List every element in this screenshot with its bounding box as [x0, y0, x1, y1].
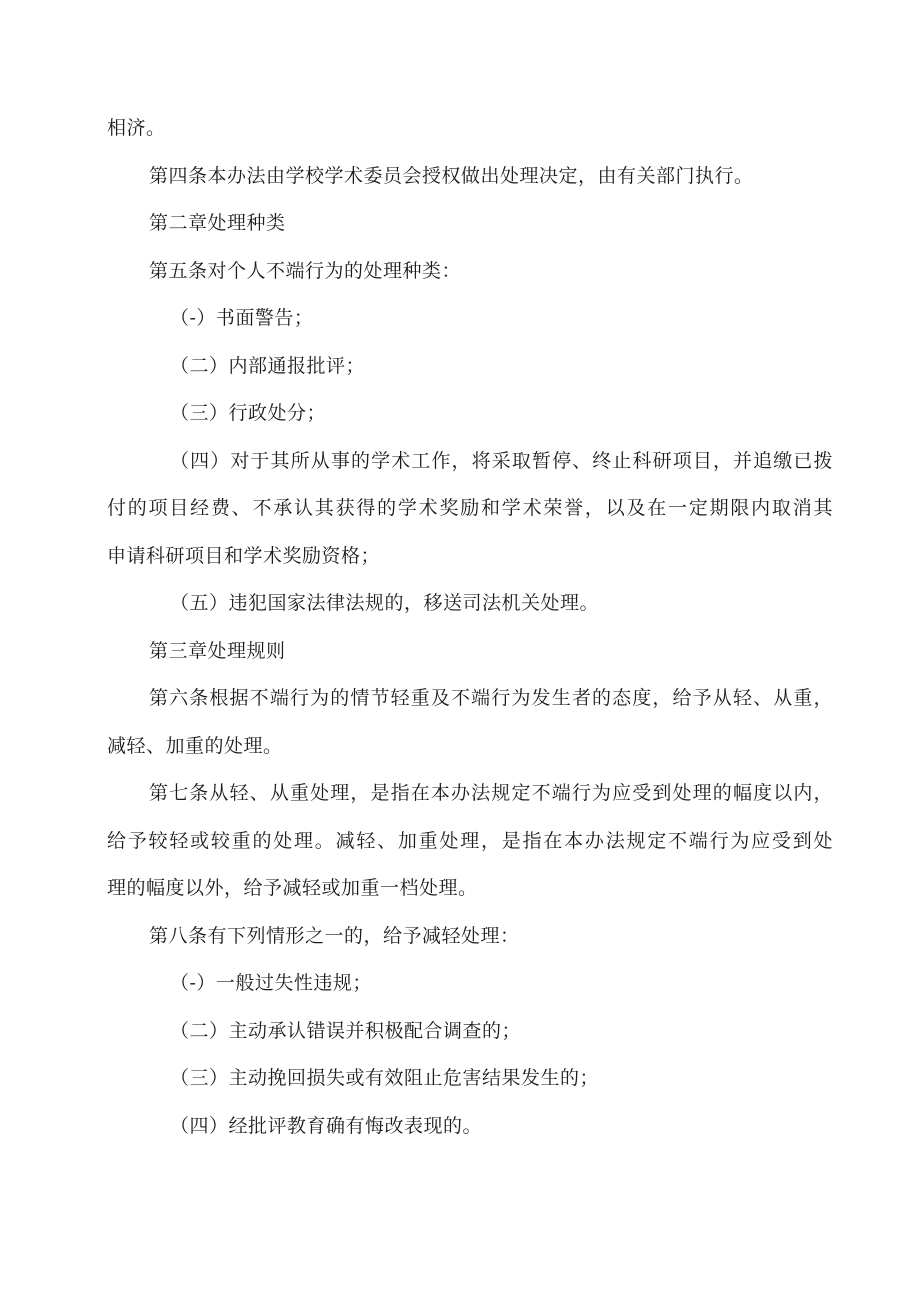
article-5: 第五条对个人不端行为的处理种类：: [149, 259, 462, 282]
list-item: （四）经批评教育确有悔改表现的。: [170, 1114, 483, 1137]
list-item: （-）一般过失性违规；: [170, 972, 372, 994]
article-8: 第八条有下列情形之一的，给予减轻处理：: [149, 924, 520, 947]
document-body: [107, 105, 833, 1150]
list-item: （三）主动挽回损失或有效阻止危害结果发生的；: [170, 1067, 600, 1089]
list-item: （五）违犯国家法律法规的，移送司法机关处理。: [170, 592, 600, 614]
chapter-2-heading: 第二章处理种类: [149, 212, 286, 234]
list-item: （四）对于其所从事的学术工作，将采取暂停、终止科研项目，并追缴已拨: [170, 449, 833, 472]
chapter-3-heading: 第三章处理规则: [149, 639, 286, 662]
text-line: 给予较轻或较重的处理。减轻、加重处理，是指在本办法规定不端行为应受到处: [107, 829, 833, 852]
text-line: 相济。: [107, 117, 166, 139]
list-item: （二）内部通报批评；: [170, 354, 366, 377]
text-line: 减轻、加重的处理。: [107, 734, 283, 757]
article-4: 第四条本办法由学校学术委员会授权做出处理决定，由有关部门执行。: [149, 164, 754, 187]
list-item: （三）行政处分；: [170, 402, 327, 424]
text-line: 申请科研项目和学术奖励资格；: [107, 544, 381, 567]
list-item: （-）书面警告；: [170, 307, 314, 329]
article-6: 第六条根据不端行为的情节轻重及不端行为发生者的态度，给予从轻、从重，: [149, 687, 833, 709]
article-7: 第七条从轻、从重处理，是指在本办法规定不端行为应受到处理的幅度以内，: [149, 782, 833, 804]
list-item: （二）主动承认错误并积极配合调查的；: [170, 1019, 522, 1042]
text-line: 理的幅度以外，给予减轻或加重一档处理。: [107, 877, 478, 899]
text-line: 付的项目经费、不承认其获得的学术奖励和学术荣誉，以及在一定期限内取消其: [107, 497, 833, 519]
